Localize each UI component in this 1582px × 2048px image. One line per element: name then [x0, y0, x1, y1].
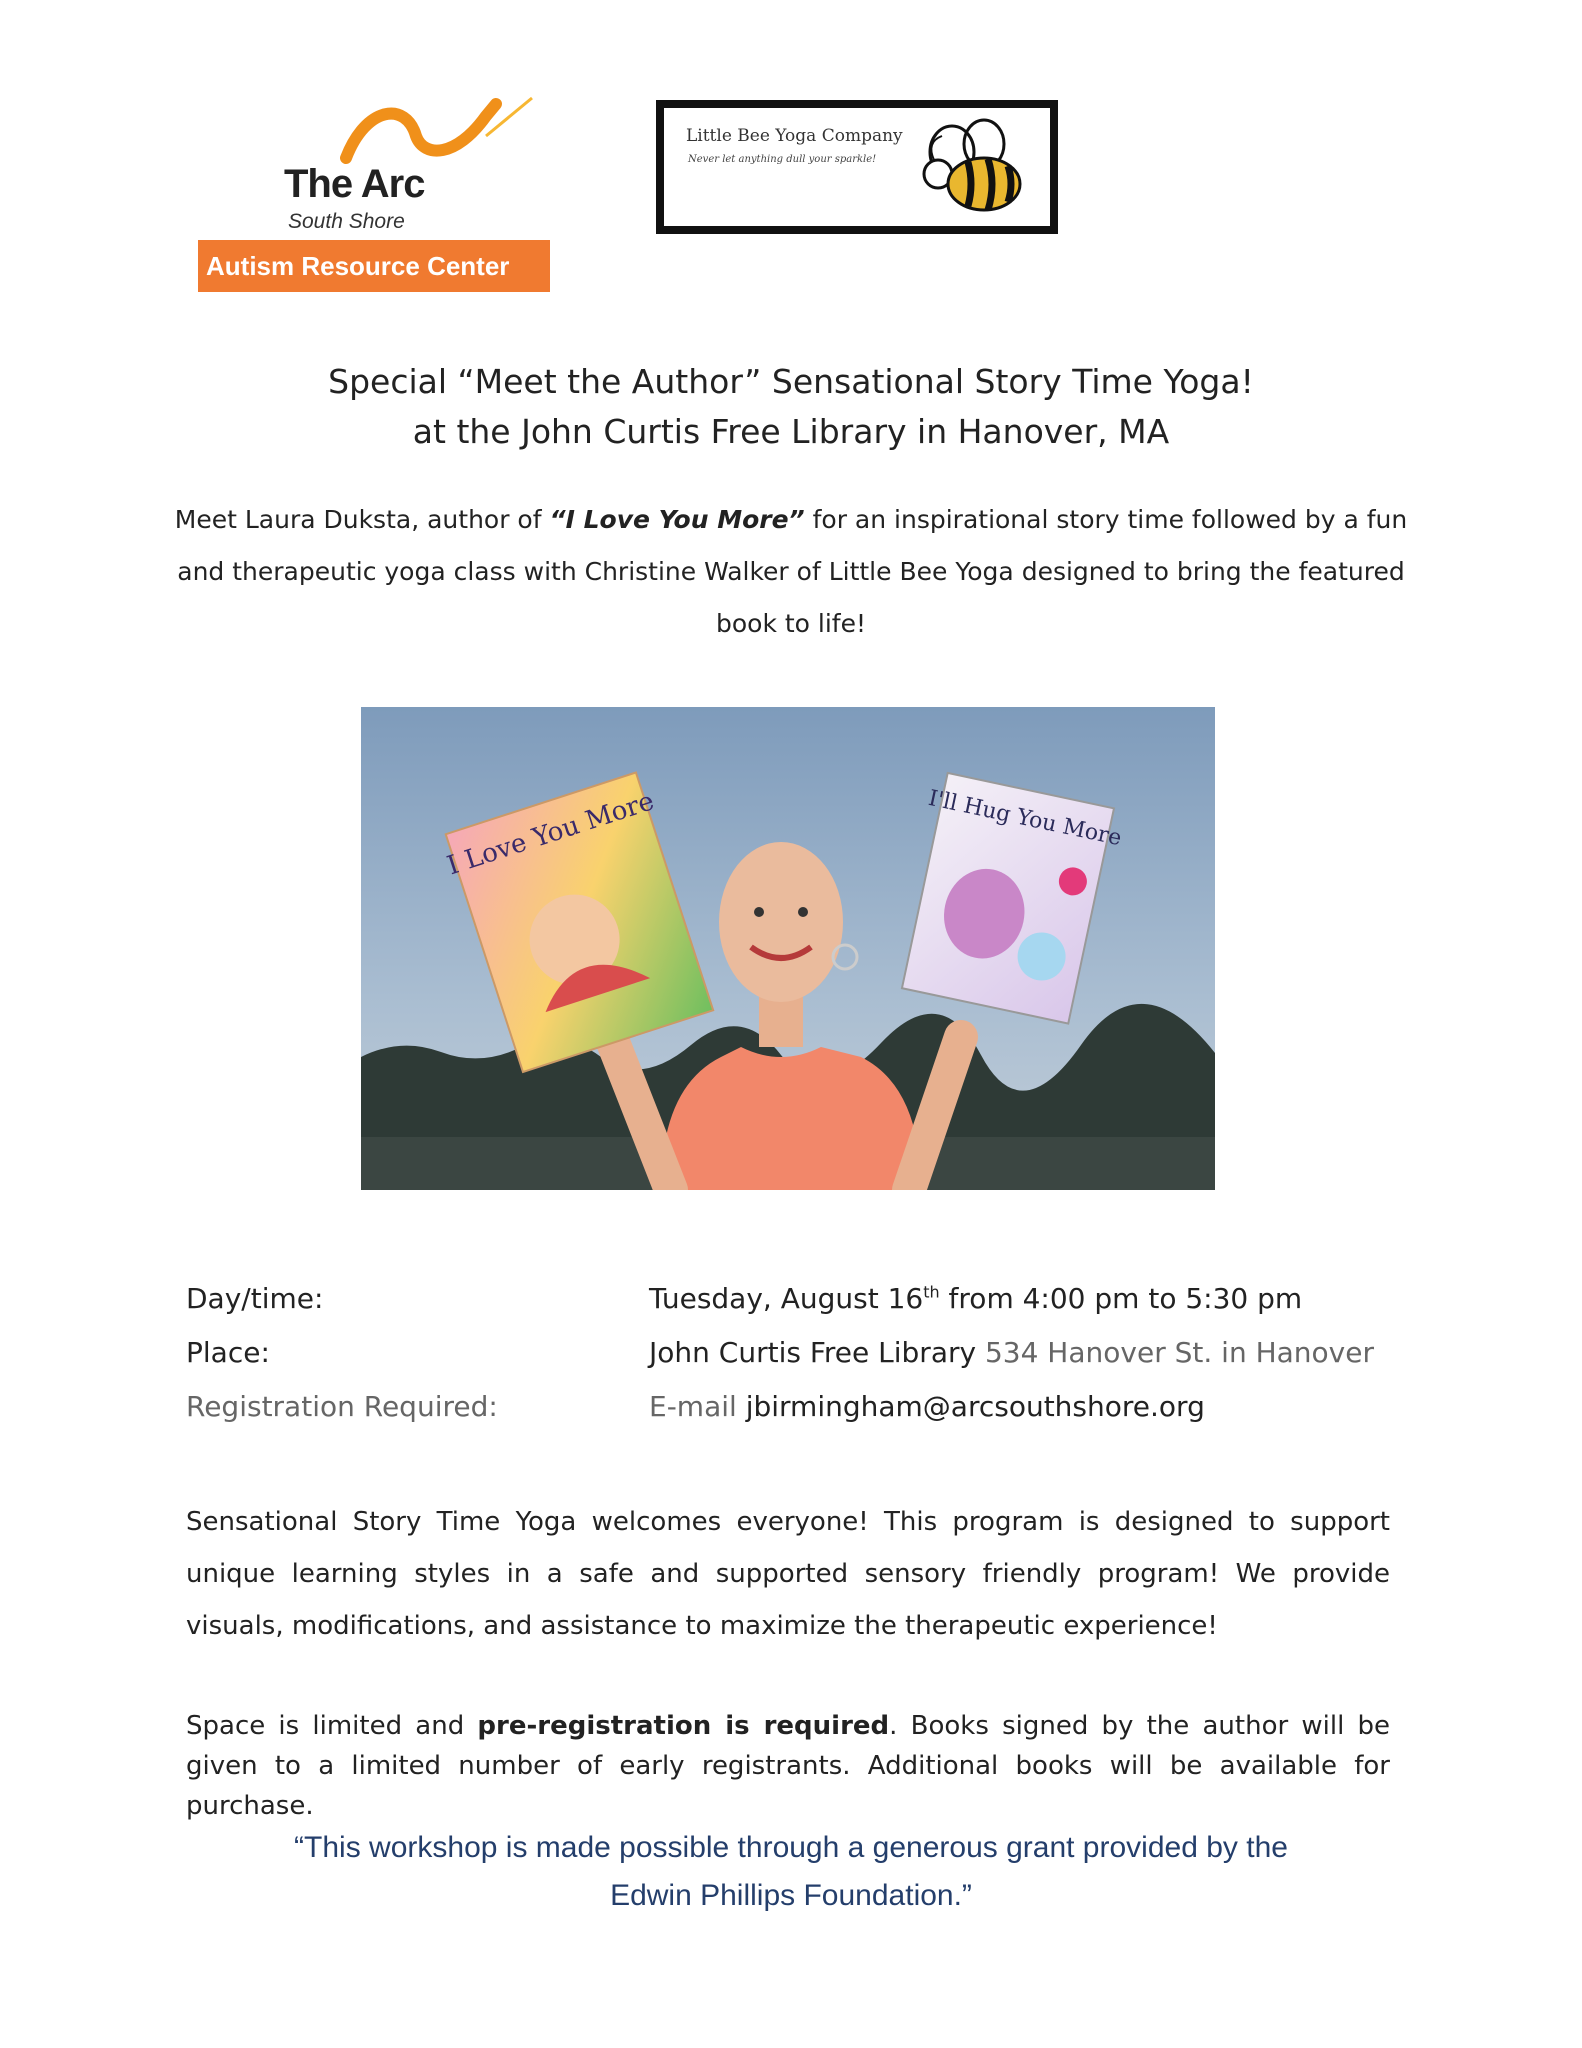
- pre-registration-emphasis: pre-registration is required: [477, 1711, 890, 1741]
- place-address: 534 Hanover St. in Hanover: [976, 1336, 1374, 1369]
- event-title-line-2: at the John Curtis Free Library in Hanover, MA: [412, 412, 1170, 451]
- intro-paragraph: Meet Laura Duksta, author of “I Love You More” for an inspirational story time followed by a fun and therapeutic yoga class with Christine Walker of Little Bee Yoga designed to bring the featured book to life!: [174, 505, 1408, 638]
- bee-company-name: Little Bee Yoga Company: [686, 126, 903, 146]
- grant-quote: [0, 1824, 1582, 1920]
- day-time-value: Tuesday, August 16th from 4:00 pm to 5:30 pm: [649, 1282, 1303, 1315]
- program-description: Sensational Story Time Yoga welcomes everyone! This program is designed to support unique learning styles in a safe and supported sensory friendly program! We provide visuals, modifications, and assistance to maximize the therapeutic experience!: [186, 1507, 1390, 1641]
- place-row: [186, 1336, 1416, 1376]
- registration-note: Space is limited and pre-registration is required. Books signed by the author will be given to a limited number of early registrants. Additional books will be available for purchase.: [186, 1711, 1390, 1821]
- arc-subtitle: South Shore: [288, 210, 405, 233]
- day-time-row: [186, 1282, 1416, 1322]
- arc-logo: [196, 96, 556, 292]
- day-time-label: Day/time:: [186, 1282, 324, 1315]
- registration-email-link[interactable]: jbirmingham@arcsouthshore.org: [745, 1390, 1205, 1423]
- place-label: Place:: [186, 1336, 270, 1369]
- book-right-title: I'll Hug You More: [926, 785, 1124, 852]
- registration-row: [186, 1390, 1416, 1430]
- bee-icon: [912, 112, 1042, 222]
- book-left-title: I Love You More: [443, 786, 658, 882]
- book-title: “I Love You More”: [549, 505, 805, 534]
- place-value: John Curtis Free Library 534 Hanover St. in Hanover: [649, 1336, 1374, 1369]
- event-title-line-1: Special “Meet the Author” Sensational Story Time Yoga!: [328, 362, 1254, 401]
- arc-autism-bar: Autism Resource Center: [198, 240, 550, 292]
- little-bee-logo: [656, 100, 1058, 234]
- arc-name: The Arc: [284, 162, 425, 206]
- grant-quote-line-1: “This workshop is made possible through a generous grant provided by the: [294, 1831, 1288, 1864]
- registration-label: Registration Required:: [186, 1390, 498, 1423]
- grant-quote-line-2: Edwin Phillips Foundation.”: [610, 1879, 972, 1912]
- bee-tagline: Never let anything dull your sparkle!: [688, 154, 877, 165]
- author-photo: [361, 707, 1215, 1190]
- registration-value: E-mail jbirmingham@arcsouthshore.org: [649, 1390, 1205, 1423]
